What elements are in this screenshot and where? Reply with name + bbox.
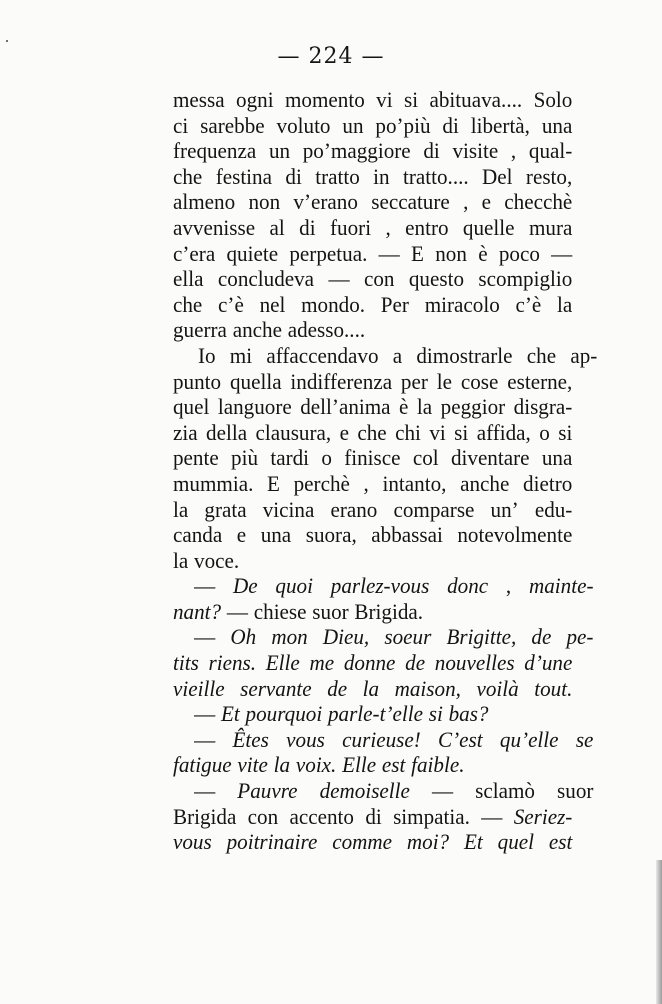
word: Oh bbox=[230, 624, 257, 650]
word: suor bbox=[557, 778, 594, 804]
word: poitrinaire bbox=[226, 829, 318, 855]
word: la bbox=[557, 291, 573, 317]
word: sarebbe bbox=[200, 112, 265, 138]
word: diventare bbox=[450, 445, 530, 471]
word: po’maggiore bbox=[302, 138, 411, 164]
body-text bbox=[173, 87, 598, 855]
text-line bbox=[173, 87, 572, 113]
text-line bbox=[173, 343, 597, 369]
text-line bbox=[173, 548, 572, 574]
word: Del bbox=[482, 163, 513, 189]
text-line bbox=[173, 292, 572, 318]
word: fatigue bbox=[173, 752, 232, 778]
word: edu- bbox=[534, 496, 573, 522]
word: una bbox=[260, 522, 292, 548]
text-line bbox=[173, 113, 572, 139]
word: — bbox=[481, 803, 503, 829]
word: parle-t’elle bbox=[327, 701, 423, 727]
word: un bbox=[268, 138, 291, 164]
word: d’une bbox=[524, 650, 573, 676]
word: frequenza bbox=[173, 138, 257, 164]
word: voluto bbox=[276, 112, 331, 138]
word: Per bbox=[380, 291, 409, 317]
text-line bbox=[173, 727, 593, 753]
margin-speck bbox=[6, 40, 8, 42]
word: e bbox=[339, 419, 349, 445]
word: di bbox=[285, 163, 302, 189]
word: al bbox=[269, 214, 285, 240]
word: voilà bbox=[476, 675, 519, 701]
text-line bbox=[173, 522, 572, 548]
word: c’era bbox=[173, 240, 216, 266]
word: mon bbox=[271, 624, 308, 650]
word: soeur bbox=[384, 624, 432, 650]
text-line bbox=[173, 164, 572, 190]
word: che bbox=[173, 163, 203, 189]
word: una bbox=[541, 445, 573, 471]
word: accento bbox=[289, 803, 354, 829]
word: chiese bbox=[253, 598, 307, 624]
word: non bbox=[435, 240, 467, 266]
word: vite bbox=[237, 752, 268, 778]
word: ci bbox=[173, 112, 189, 138]
word: de bbox=[405, 650, 426, 676]
word: guerra bbox=[173, 317, 227, 343]
word: C’est bbox=[438, 726, 483, 752]
word: chi bbox=[395, 419, 421, 445]
text-line bbox=[173, 650, 572, 676]
text-line bbox=[173, 573, 593, 599]
word: riens. bbox=[208, 650, 257, 676]
word: si bbox=[428, 701, 443, 727]
word: servante bbox=[240, 675, 312, 701]
word: messa bbox=[173, 87, 225, 112]
word: visite bbox=[452, 138, 499, 164]
word: parlez-vous bbox=[330, 573, 430, 599]
word: di bbox=[423, 138, 440, 164]
word: resto, bbox=[525, 163, 573, 189]
word: comme bbox=[332, 829, 393, 855]
word: comparse bbox=[393, 496, 475, 522]
word: pourquoi bbox=[245, 701, 323, 727]
word: sclamò bbox=[475, 778, 535, 804]
text-line bbox=[173, 445, 572, 471]
word: — bbox=[194, 701, 216, 727]
word: o bbox=[321, 445, 332, 471]
word: notevolmente bbox=[457, 522, 573, 548]
word: quoi bbox=[275, 573, 313, 599]
word: Pauvre bbox=[237, 778, 298, 804]
word: dimostrarle bbox=[416, 342, 513, 368]
word: tratto bbox=[315, 163, 360, 189]
word: più bbox=[231, 445, 259, 471]
word: — bbox=[194, 726, 216, 752]
word: vi bbox=[376, 87, 393, 112]
word: un bbox=[342, 112, 364, 138]
word: donc bbox=[447, 573, 489, 599]
text-line bbox=[173, 215, 572, 241]
word: vieille bbox=[173, 675, 225, 701]
word: De bbox=[233, 573, 258, 599]
word: libertà, bbox=[470, 112, 530, 138]
word: in bbox=[373, 163, 390, 189]
word: po’più bbox=[375, 112, 431, 138]
word: di bbox=[442, 112, 459, 138]
word: , bbox=[505, 573, 512, 599]
word: poco bbox=[498, 240, 540, 266]
word: , bbox=[510, 138, 517, 164]
word: la bbox=[362, 675, 380, 701]
word: si bbox=[404, 87, 419, 112]
word: peggior bbox=[440, 394, 506, 420]
word: non bbox=[248, 189, 281, 215]
word: Elle bbox=[265, 650, 300, 676]
word: ella bbox=[173, 266, 204, 292]
word: moi? bbox=[406, 829, 450, 855]
word: , bbox=[363, 470, 369, 496]
word: nel bbox=[259, 291, 286, 317]
word: Et bbox=[221, 701, 240, 727]
page-edge-shadow bbox=[656, 860, 662, 1004]
word: Elle bbox=[342, 752, 377, 778]
word: mi bbox=[229, 342, 253, 368]
word: vous bbox=[173, 829, 212, 855]
word: con bbox=[363, 266, 395, 292]
word: la bbox=[416, 394, 433, 420]
word: una bbox=[541, 112, 573, 138]
word: e bbox=[481, 189, 492, 215]
word: curieuse! bbox=[342, 726, 421, 752]
word: vi bbox=[429, 419, 446, 445]
word: quel bbox=[173, 394, 210, 420]
word: demoiselle bbox=[319, 778, 410, 804]
text-line bbox=[173, 266, 572, 292]
word: affida, bbox=[476, 419, 531, 445]
word: pente bbox=[173, 445, 219, 471]
word: — bbox=[551, 240, 573, 266]
word: nant? bbox=[173, 598, 222, 624]
word: tits bbox=[173, 650, 199, 676]
word: tout. bbox=[534, 675, 573, 701]
word: vous bbox=[286, 726, 325, 752]
word: è bbox=[399, 394, 409, 420]
word: de bbox=[327, 675, 348, 701]
word: nouvelles bbox=[434, 650, 515, 676]
word: — bbox=[378, 240, 400, 266]
word: esterne, bbox=[507, 368, 573, 394]
word: fuori bbox=[330, 214, 372, 240]
word: c’è bbox=[218, 291, 244, 317]
word: miracolo bbox=[424, 291, 500, 317]
word: qual- bbox=[528, 138, 573, 164]
word: momento bbox=[284, 87, 365, 112]
word: perpetua. bbox=[289, 240, 368, 266]
word: Dieu, bbox=[322, 624, 370, 650]
text-line bbox=[173, 676, 572, 702]
word: punto bbox=[173, 368, 222, 394]
word: seccature bbox=[371, 189, 450, 215]
word: faible. bbox=[411, 752, 465, 778]
word: abbassai bbox=[371, 522, 443, 548]
word: cose bbox=[460, 368, 499, 394]
word: festina bbox=[215, 163, 272, 189]
word: , bbox=[463, 189, 469, 215]
word: , bbox=[385, 214, 391, 240]
word: la bbox=[273, 752, 291, 778]
text-line bbox=[173, 778, 593, 804]
text-line bbox=[173, 804, 572, 830]
word: ap- bbox=[570, 342, 598, 368]
word: — bbox=[194, 573, 216, 599]
word: quella bbox=[229, 368, 282, 394]
word: di bbox=[365, 803, 382, 829]
word: questo bbox=[408, 266, 465, 292]
word: pe- bbox=[566, 624, 594, 650]
word: a bbox=[392, 342, 403, 368]
text-line bbox=[173, 420, 572, 446]
word: che bbox=[173, 291, 203, 317]
word: anche bbox=[232, 317, 282, 343]
word: — bbox=[431, 778, 454, 804]
word: — bbox=[194, 778, 216, 804]
word: si bbox=[454, 419, 469, 445]
word: mondo. bbox=[301, 291, 366, 317]
word: la bbox=[173, 496, 189, 522]
word: entro bbox=[405, 214, 449, 240]
word: almeno bbox=[173, 189, 236, 215]
word: zia bbox=[173, 419, 198, 445]
word: concludeva bbox=[217, 266, 315, 292]
word: mura bbox=[528, 214, 573, 240]
word: finisce bbox=[344, 445, 401, 471]
word: checchè bbox=[504, 189, 573, 215]
word: di bbox=[299, 214, 316, 240]
word: tratto.... bbox=[402, 163, 469, 189]
word: dietro bbox=[523, 470, 573, 496]
word: donne bbox=[343, 650, 396, 676]
word: E bbox=[411, 240, 424, 266]
word: che bbox=[526, 342, 557, 368]
text-line bbox=[173, 369, 572, 395]
word: dell’anima bbox=[300, 394, 391, 420]
word: vicina bbox=[262, 496, 315, 522]
word: erano bbox=[330, 496, 378, 522]
word: Et bbox=[463, 829, 483, 855]
word: ogni bbox=[236, 87, 274, 112]
word: est bbox=[381, 752, 406, 778]
word: Brigitte, bbox=[446, 624, 517, 650]
word: che bbox=[357, 419, 387, 445]
word: abituava.... bbox=[429, 87, 523, 112]
word: mainte- bbox=[528, 573, 594, 599]
word: quiete bbox=[226, 240, 279, 266]
text-line bbox=[173, 497, 572, 523]
word: — bbox=[194, 624, 216, 650]
text-line bbox=[173, 752, 572, 778]
word: Êtes bbox=[232, 726, 269, 752]
word: de bbox=[531, 624, 552, 650]
word: Io bbox=[197, 342, 216, 368]
word: canda bbox=[173, 522, 223, 548]
word: indifferenza bbox=[290, 368, 393, 394]
word: clausura, bbox=[255, 419, 332, 445]
text-line bbox=[173, 599, 572, 625]
word: v’erano bbox=[293, 189, 358, 215]
word: o bbox=[539, 419, 550, 445]
word: — bbox=[226, 598, 248, 624]
word: est bbox=[548, 829, 573, 855]
word: Brigida. bbox=[354, 598, 424, 624]
word: Solo bbox=[533, 87, 573, 112]
word: grata bbox=[204, 496, 247, 522]
word: voix. bbox=[295, 752, 337, 778]
word: affaccendavo bbox=[266, 342, 379, 368]
word: disgra- bbox=[513, 394, 573, 420]
text-line bbox=[173, 829, 572, 855]
word: è bbox=[478, 240, 488, 266]
text-line bbox=[173, 138, 572, 164]
word: quel bbox=[497, 829, 535, 855]
word: quelle bbox=[462, 214, 515, 240]
word: la bbox=[173, 547, 189, 573]
word: suora, bbox=[305, 522, 357, 548]
word: scompiglio bbox=[478, 266, 573, 292]
word: un’ bbox=[490, 496, 519, 522]
word: adesso.... bbox=[287, 317, 366, 343]
word: Seriez- bbox=[513, 803, 573, 829]
word: se bbox=[575, 726, 594, 752]
text-line bbox=[173, 317, 572, 343]
word: suor bbox=[312, 598, 349, 624]
word: c’è bbox=[515, 291, 542, 317]
word: della bbox=[206, 419, 248, 445]
word: anche bbox=[460, 470, 510, 496]
word: Brigida bbox=[173, 803, 237, 829]
word: bas? bbox=[448, 701, 489, 727]
word: si bbox=[558, 419, 573, 445]
word: col bbox=[412, 445, 439, 471]
word: mummia. bbox=[173, 470, 254, 496]
word: le bbox=[436, 368, 452, 394]
text-line bbox=[173, 471, 572, 497]
word: con bbox=[247, 803, 279, 829]
word: voce. bbox=[194, 547, 240, 573]
word: e bbox=[236, 522, 247, 548]
word: me bbox=[309, 650, 335, 676]
text-line bbox=[173, 241, 572, 267]
text-line bbox=[173, 701, 593, 727]
word: qu’elle bbox=[499, 726, 559, 752]
word: avvenisse bbox=[173, 214, 256, 240]
text-line bbox=[173, 189, 572, 215]
word: maison, bbox=[394, 675, 461, 701]
word: E bbox=[267, 470, 280, 496]
word: perchè bbox=[293, 470, 350, 496]
word: tardi bbox=[270, 445, 310, 471]
word: — bbox=[328, 266, 350, 292]
word: per bbox=[400, 368, 428, 394]
word: languore bbox=[217, 394, 292, 420]
word: intanto, bbox=[382, 470, 447, 496]
text-line bbox=[173, 624, 593, 650]
page-number: — 224 — bbox=[277, 44, 385, 69]
text-line bbox=[173, 394, 572, 420]
word: simpatia. bbox=[393, 803, 470, 829]
